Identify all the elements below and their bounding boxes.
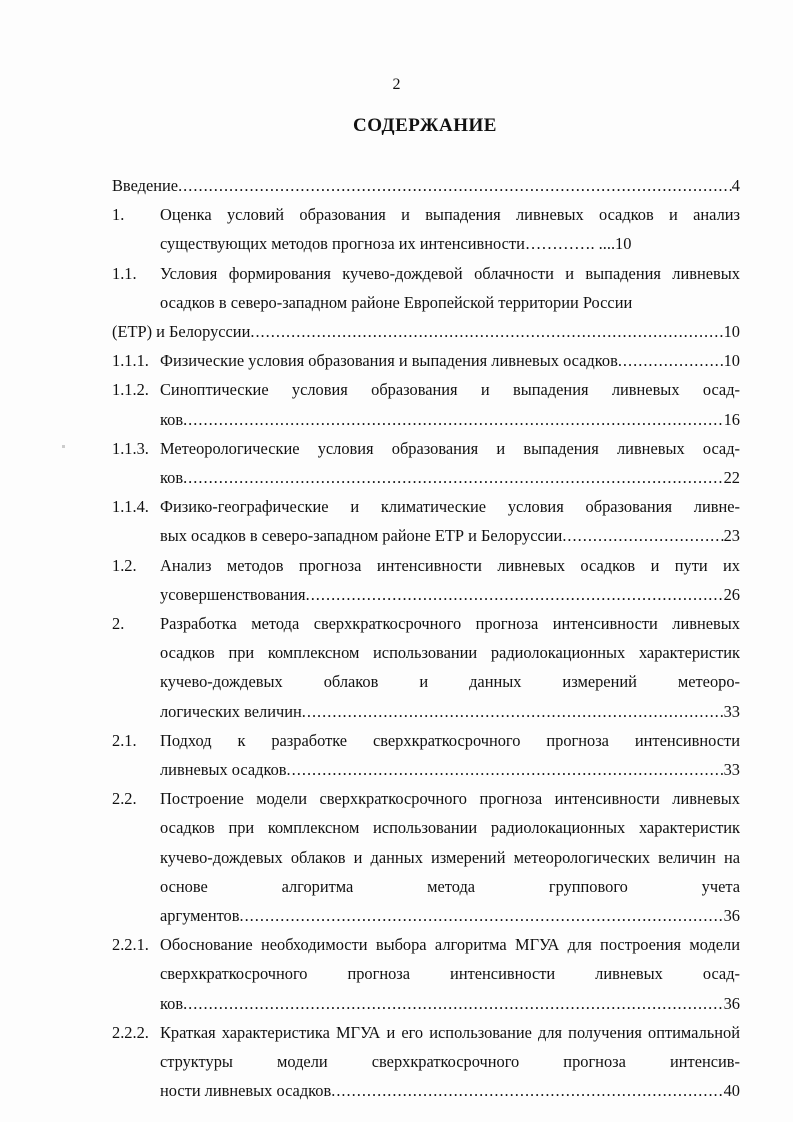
toc-entry-2-2-1-continuation (112, 989, 740, 1018)
toc-entry-title: Введение (112, 176, 179, 195)
toc-page-number: 36 (723, 906, 740, 926)
toc-entry-title: Физические условия образования и выпадения ливневых осадков (160, 351, 618, 371)
toc-leader-dots (618, 346, 724, 375)
toc-section-number: 1.1.1. (112, 351, 149, 371)
toc-leader-dots (183, 989, 724, 1018)
toc-section-number: 2.2.2. (112, 1022, 149, 1042)
toc-entry-title-end: вых осадков в северо-западном районе ЕТР и Белоруссии (160, 526, 563, 546)
toc-page-number: 10 (615, 234, 632, 254)
toc-entry-2-1 (112, 726, 740, 755)
toc-entry-title: Подход к разработке сверхкраткосрочного прогноза интенсивности (160, 730, 740, 750)
toc-entry-1-1-4-continuation (112, 521, 740, 550)
toc-page-number: 23 (723, 526, 740, 546)
toc-entry-introduction (112, 171, 740, 200)
toc-entry-1-2-continuation (112, 580, 740, 609)
toc-leader-dots (331, 1076, 723, 1105)
toc-entry-title: Метеорологические условия образования и выпадения ливневых осад- (160, 438, 740, 458)
toc-section-number: 1. (112, 205, 125, 225)
toc-entry-title: Обоснование необходимости выбора алгоритма МГУА для построения модели сверхкраткосрочного прогноза интенсивности ливневых осад- (160, 935, 740, 984)
toc-entry-title-end: ков (160, 468, 184, 488)
toc-page-number: 33 (723, 701, 740, 721)
toc-page-number: 22 (723, 468, 740, 488)
toc-entry-title: Оценка условий образования и выпадения ливневых осадков и анализ существующих методов прогноза их интенсивности (160, 205, 740, 254)
toc-entry-title: Построение модели сверхкраткосрочного прогноза интенсивности ливневых осадков при комплексном использовании радиолокационных характеристик кучево-дождевых облаков и данных измерений метеорологических величин на основе алгоритма метода группового учета (160, 789, 740, 896)
toc-entry-title-end: усовершенствования (160, 584, 306, 604)
toc-entry-1-1-2 (112, 375, 740, 404)
toc-section-number: 1.1.3. (112, 438, 149, 458)
table-of-contents (112, 171, 740, 1106)
toc-entry-title: Разработка метода сверхкраткосрочного прогноза интенсивности ливневых осадков при комплексном использовании радиолокационных характеристик кучево-дождевых облаков и данных измерений метеоро- (160, 614, 740, 692)
toc-entry-1-1-1 (112, 346, 740, 375)
toc-entry-2-2 (112, 784, 740, 901)
toc-entry-1-1-3-continuation (112, 463, 740, 492)
toc-entry-2-2-2-continuation (112, 1076, 740, 1105)
toc-entry-1-1 (112, 259, 740, 317)
toc-leader-dots (287, 755, 724, 784)
toc-entry-1 (112, 200, 740, 258)
toc-section-number: 1.2. (112, 555, 137, 575)
toc-entry-title: Анализ методов прогноза интенсивности ливневых осадков и пути их (160, 555, 740, 575)
toc-entry-2-1-continuation (112, 755, 740, 784)
toc-page-number: 10 (723, 351, 740, 371)
toc-entry-2-2-continuation (112, 901, 740, 930)
toc-entry-2-2-1 (112, 930, 740, 988)
toc-section-number: 2. (112, 614, 125, 634)
toc-section-number: 1.1.4. (112, 497, 149, 517)
toc-section-number: 2.1. (112, 730, 137, 750)
page-number: 2 (392, 76, 401, 93)
toc-page-number: 16 (723, 409, 740, 429)
toc-entry-1-1-2-continuation (112, 405, 740, 434)
toc-entry-title-end: ности ливневых осадков (160, 1081, 332, 1101)
toc-leader-dots (183, 405, 724, 434)
toc-leader-dots (183, 463, 724, 492)
toc-entry-title-end: ков (160, 409, 184, 429)
toc-leader-dots (250, 317, 723, 346)
toc-entry-title-end: ливневых осадков (160, 760, 287, 780)
toc-entry-title-end: аргументов (160, 906, 240, 926)
toc-leader-dots (562, 521, 723, 550)
toc-page-number: 33 (723, 760, 740, 780)
toc-leader-dots: …………. .... (524, 234, 616, 254)
toc-leader-dots (239, 901, 723, 930)
page-title: СОДЕРЖАНИЕ (353, 115, 497, 136)
toc-entry-title: Краткая характеристика МГУА и его использование для получения оптимальной структуры модели сверхкраткосрочного прогноза интенсив- (160, 1022, 740, 1072)
toc-entry-title-end: ков (160, 993, 184, 1013)
toc-entry-title: Условия формирования кучево-дождевой облачности и выпадения ливневых осадков в северо-западном районе Европейской территории России (160, 263, 740, 312)
toc-section-number: 1.1.2. (112, 380, 149, 400)
toc-section-number: 1.1. (112, 263, 137, 283)
scan-speck (62, 445, 65, 448)
toc-entry-2 (112, 609, 740, 697)
toc-entry-title: Синоптические условия образования и выпадения ливневых осад- (160, 380, 740, 400)
toc-entry-2-2-2 (112, 1018, 740, 1076)
toc-entry-1-1-3 (112, 434, 740, 463)
toc-page-number: 36 (723, 993, 740, 1013)
toc-page-number: 10 (723, 322, 740, 342)
toc-entry-1-1-4 (112, 492, 740, 521)
toc-page-number: 26 (723, 584, 740, 604)
toc-page-number: 40 (723, 1081, 740, 1101)
toc-leader-dots (178, 171, 732, 200)
toc-section-number: 2.2. (112, 789, 137, 809)
toc-entry-title-end: (ЕТР) и Белоруссии (112, 322, 251, 342)
toc-entry-1-2 (112, 551, 740, 580)
toc-entry-title-end: логических величин (160, 701, 302, 721)
toc-section-number: 2.2.1. (112, 935, 149, 955)
toc-leader-dots (302, 697, 724, 726)
toc-page-number: 4 (731, 176, 740, 195)
toc-leader-dots (306, 580, 724, 609)
toc-entry-2-continuation (112, 697, 740, 726)
toc-entry-title: Физико-географические и климатические условия образования ливне- (160, 497, 740, 517)
toc-entry-1-1-continuation (112, 317, 740, 346)
